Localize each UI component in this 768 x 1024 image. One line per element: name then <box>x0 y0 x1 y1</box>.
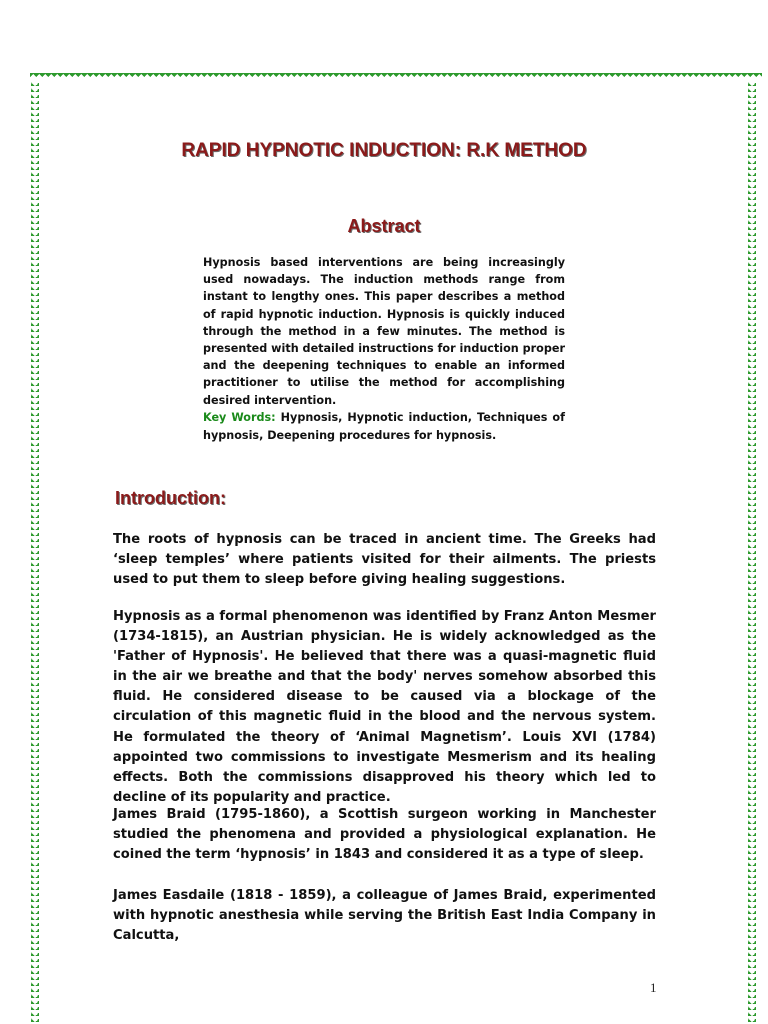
paragraph-1: The roots of hypnosis can be traced in ancient time. The Greeks had ‘sleep temples’ where patients visited for their ailments. The priests used to put them to sleep before giving healing suggestions. <box>113 532 656 588</box>
page-border-top <box>30 73 762 83</box>
abstract-heading: Abstract <box>347 216 421 236</box>
keywords-label: Key Words: <box>203 411 276 424</box>
paragraph-4: James Easdaile (1818 - 1859), a colleague of James Braid, experimented with hypnotic anesthesia while serving the British East India Company in Calcutta, <box>113 888 656 944</box>
page-number: 1 <box>650 980 657 995</box>
introduction-heading: Introduction: <box>115 488 226 508</box>
page-title: RAPID HYPNOTIC INDUCTION: R.K METHOD <box>181 140 587 161</box>
keywords <box>203 409 565 445</box>
keywords-text: Hypnosis, Hypnotic induction, Techniques of hypnosis, Deepening procedures for hypnosis. <box>203 411 565 442</box>
paragraph-2: Hypnosis as a formal phenomenon was identified by Franz Anton Mesmer (1734-1815), an Austrian physician. He is widely acknowledged as the 'Father of Hypnosis'. He believed that there was a quasi-magnetic fluid in the air we breathe and that the body' nerves somehow absorbed this fluid. He considered disease to be caused via a blockage of the circulation of this magnetic fluid in the blood and the nervous system. He formulated the theory of ‘Animal Magnetism’. Louis XVI (1784) appointed two commissions to investigate Mesmerism and its healing effects. Both the commissions disapproved his theory which led to decline of its popularity and practice. <box>113 609 656 805</box>
abstract-text: Hypnosis based interventions are being increasingly used nowadays. The induction methods range from instant to lengthy ones. This paper describes a method of rapid hypnotic induction. Hypnosis is quickly induced through the method in a few minutes. The method is presented with detailed instructions for induction proper and the deepening techniques to enable an informed practitioner to utilise the method for accomplishing desired intervention. <box>203 256 565 407</box>
paragraph-3: James Braid (1795-1860), a Scottish surgeon working in Manchester studied the phenomena and provided a physiological explanation. He coined the term ‘hypnosis’ in 1843 and considered it as a type of sleep. <box>113 807 656 863</box>
